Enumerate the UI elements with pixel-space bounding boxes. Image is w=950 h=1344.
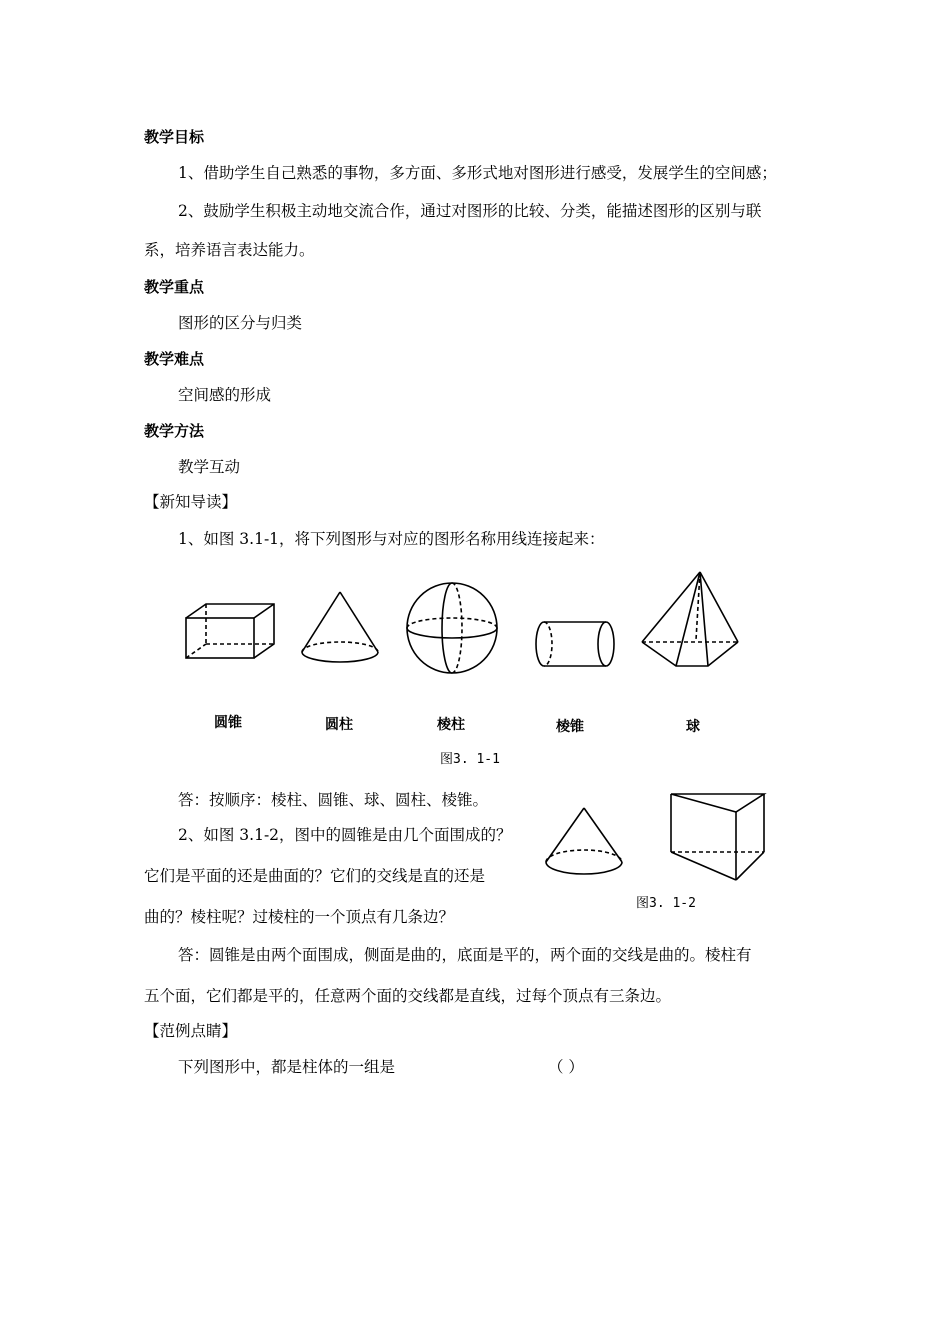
difficulty-heading: 教学难点 — [144, 350, 205, 368]
objective-item-2-line-2: 系，培养语言表达能力。 — [144, 241, 315, 259]
question-2-line-1: 2、如图 3.1-2，图中的圆锥是由几个面围成的？ — [178, 826, 512, 844]
objective-item-2-line-1: 2、鼓励学生积极主动地交流合作，通过对图形的比较、分类，能描述图形的区别与联 — [178, 202, 762, 220]
answer-bracket: （ ） — [548, 1058, 584, 1076]
objective-item-1: 1、借助学生自己熟悉的事物，多方面、多形式地对图形进行感受，发展学生的空间感； — [178, 164, 777, 182]
cuboid-prism-icon — [182, 602, 278, 662]
method-heading: 教学方法 — [144, 422, 205, 440]
answer-1: 答：按顺序：棱柱、圆锥、球、圆柱、棱锥。 — [178, 791, 489, 809]
difficulty-text: 空间感的形成 — [178, 386, 272, 404]
new-knowledge-heading: 【新知导读】 — [144, 493, 238, 511]
pyramid-icon — [638, 570, 742, 670]
answer-2-line-2: 五个面，它们都是平的，任意两个面的交线都是直线，过每个顶点有三条边。 — [144, 987, 672, 1005]
cone-icon — [544, 806, 624, 880]
example-question: 下列图形中，都是柱体的一组是 — [178, 1058, 396, 1076]
cone-icon — [298, 590, 382, 670]
figure2-caption: 图3. 1-2 — [636, 896, 696, 911]
figure1-label-3: 棱柱 — [437, 717, 465, 733]
question-2-line-3: 曲的？棱柱呢？过棱柱的一个顶点有几条边？ — [144, 908, 455, 926]
example-heading: 【范例点睛】 — [144, 1022, 238, 1040]
sphere-icon — [404, 580, 500, 676]
key-point-text: 图形的区分与归类 — [178, 314, 303, 332]
question-1: 1、如图 3.1-1，将下列图形与对应的图形名称用线连接起来： — [178, 530, 605, 548]
figure1-label-4: 棱锥 — [556, 719, 584, 735]
cylinder-icon — [534, 618, 618, 670]
figure1-caption: 图3. 1-1 — [440, 752, 500, 767]
figure1-label-5: 球 — [686, 719, 700, 735]
objectives-heading: 教学目标 — [144, 128, 205, 146]
key-point-heading: 教学重点 — [144, 278, 205, 296]
question-2-line-2: 它们是平面的还是曲面的？它们的交线是直的还是 — [144, 867, 486, 885]
triangular-prism-icon — [668, 792, 768, 884]
figure1-label-2: 圆柱 — [325, 717, 353, 733]
method-text: 教学互动 — [178, 458, 241, 476]
answer-2-line-1: 答：圆锥是由两个面围成，侧面是曲的，底面是平的，两个面的交线是曲的。棱柱有 — [178, 946, 752, 964]
figure1-label-1: 圆锥 — [214, 715, 242, 731]
